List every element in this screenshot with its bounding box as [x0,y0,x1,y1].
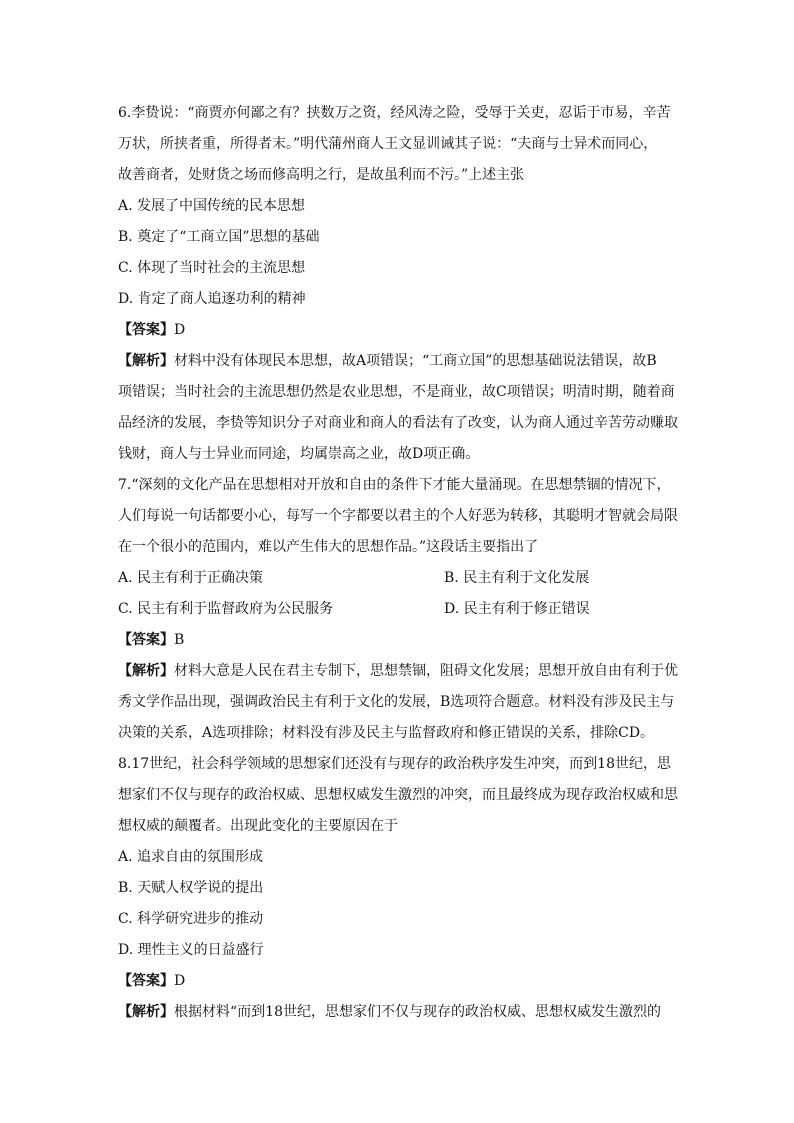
question-6 [118,98,680,470]
question-stem-line: 人们每说一句话都要小心，每写一个字都要以君主的个人好恶为转移，其聪明才智就会局限 [118,508,678,524]
question-stem-line: 想家们不仅与现存的政治权威、思想权威发生激烈的冲突，而且最终成为现存政治权威和思 [118,787,678,803]
option-a: A. 追求自由的氛围形成 [118,849,264,865]
option-d: D. 肯定了商人追逐功利的精神 [118,291,306,307]
document-page [118,98,680,1028]
analysis-text: 品经济的发展，李贽等知识分子对商业和商人的看法有了改变，认为商人通过辛苦劳动赚取 [118,415,678,431]
question-stem-line: 7.“深刻的文化产品在思想相对开放和自由的条件下才能大量涌现。在思想禁锢的情况下， [118,477,671,493]
analysis-text: 决策的关系，A选项排除；材料没有涉及民主与监督政府和修正错误的关系，排除CD。 [118,725,655,741]
option-b: B. 奠定了“工商立国”思想的基础 [118,229,320,245]
analysis-label: 【解析】 [118,663,174,679]
analysis-label: 【解析】 [118,353,174,369]
answer-line [118,966,680,997]
option-a: A. 发展了中国传统的民本思想 [118,198,306,214]
analysis-line [118,656,680,687]
question-stem-line: 6.李贽说：“商贾亦何鄙之有？挟数万之资，经风涛之险，受辱于关吏，忍诟于市易，辛苦 [118,105,671,121]
option-d: D. 民主有利于修正错误 [444,601,590,617]
option-d: D. 理性主义的日益盛行 [118,942,264,958]
question-8 [118,749,680,1028]
answer-label: 【答案】 [118,322,174,338]
option-c: C. 民主有利于监督政府为公民服务 [118,601,334,617]
analysis-text: 材料大意是人民在君主专制下，思想禁锢，阻碍文化发展；思想开放自由有利于优 [174,663,678,679]
answer-label: 【答案】 [118,632,174,648]
question-stem-line: 在一个很小的范围内，难以产生伟大的思想作品。”这段话主要指出了 [118,539,539,555]
option-b: B. 天赋人权学说的提出 [118,880,264,896]
answer-value: B [174,632,185,648]
options-row [118,594,680,625]
analysis-text: 秀文学作品出现，强调政治民主有利于文化的发展，B选项符合题意。材料没有涉及民主与 [118,694,675,710]
question-stem-line: 8.17世纪，社会科学领域的思想家们还没有与现存的政治秩序发生冲突，而到18世纪，思 [118,756,671,772]
answer-label: 【答案】 [118,973,174,989]
answer-line [118,315,680,346]
analysis-label: 【解析】 [118,1004,174,1020]
option-b: B. 民主有利于文化发展 [444,570,590,586]
option-c: C. 科学研究进步的推动 [118,911,264,927]
question-stem-line: 故善商者，处财货之场而修高明之行，是故虽利而不污。”上述主张 [118,167,525,183]
analysis-text: 项错误；当时社会的主流思想仍然是农业思想，不是商业，故C项错误；明清时期，随着商 [118,384,675,400]
analysis-text: 根据材料“而到18世纪，思想家们不仅与现存的政治权威、思想权威发生激烈的 [174,1004,661,1020]
option-c: C. 体现了当时社会的主流思想 [118,260,306,276]
answer-line [118,625,680,656]
question-stem-line: 想权威的颠覆者。出现此变化的主要原因在于 [118,818,398,834]
analysis-text: 钱财，商人与士异业而同途，均属崇高之业，故D项正确。 [118,446,480,462]
analysis-line [118,346,680,377]
question-stem-line: 万状，所挟者重，所得者末。”明代蒲州商人王文显训诫其子说：“夫商与士异术而同心， [118,136,658,152]
analysis-line [118,997,680,1028]
answer-value: D [174,973,186,989]
option-a: A. 民主有利于正确决策 [118,570,264,586]
analysis-text: 材料中没有体现民本思想，故A项错误；“工商立国”的思想基础说法错误，故B [174,353,657,369]
options-row [118,563,680,594]
question-7 [118,470,680,749]
answer-value: D [174,322,186,338]
